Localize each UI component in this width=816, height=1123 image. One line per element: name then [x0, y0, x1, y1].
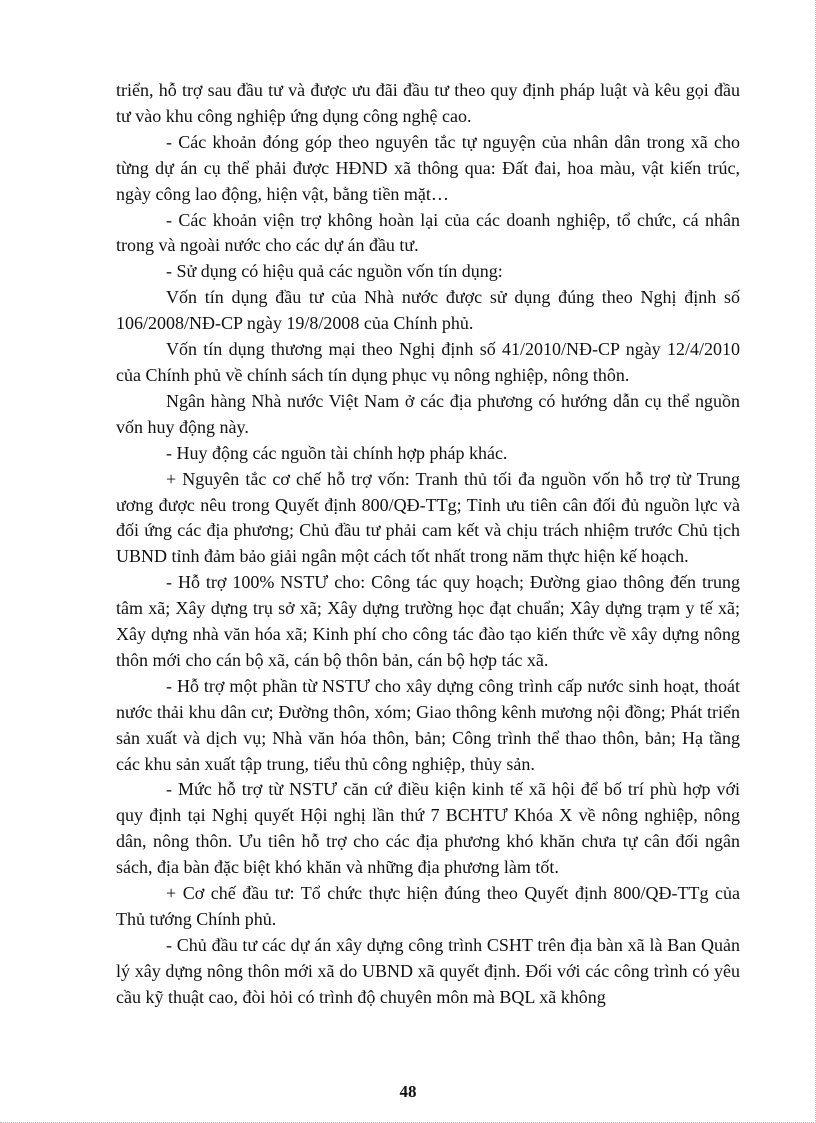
paragraph: + Nguyên tắc cơ chế hỗ trợ vốn: Tranh thủ tối đa nguồn vốn hỗ trợ từ Trung ương được nêu trong Quyết định 800/QĐ-TTg; Tỉnh ưu tiên cân đối đủ nguồn lực và đối ứng các địa phương; Chủ đầu tư phải cam kết và chịu trách nhiệm trước Chủ tịch UBND tỉnh đảm bảo giải ngân một cách tốt nhất trong năm thực hiện kế hoạch.: [116, 468, 740, 567]
paragraph: - Mức hỗ trợ từ NSTƯ căn cứ điều kiện kinh tế xã hội để bố trí phù hợp với quy định tại Nghị quyết Hội nghị lần thứ 7 BCHTƯ Khóa X về nông nghiệp, nông dân, nông thôn. Ưu tiên hỗ trợ cho các địa phương khó khăn chưa tự cân đối ngân sách, địa bàn đặc biệt khó khăn và những địa phương làm tốt.: [116, 779, 740, 878]
paragraph: - Các khoản viện trợ không hoàn lại của các doanh nghiệp, tổ chức, cá nhân trong và ngoài nước cho các dự án đầu tư.: [116, 209, 740, 256]
paragraph: - Chủ đầu tư các dự án xây dựng công trình CSHT trên địa bàn xã là Ban Quản lý xây dựng nông thôn mới xã do UBND xã quyết định. Đối với các công trình có yêu cầu kỹ thuật cao, đòi hỏi có trình độ chuyên môn mà BQL xã không: [116, 934, 740, 1007]
paragraph: - Các khoản đóng góp theo nguyên tắc tự nguyện của nhân dân trong xã cho từng dự án cụ thể phải được HĐND xã thông qua: Đất đai, hoa màu, vật kiến trúc, ngày công lao động, hiện vật, bằng tiền mặt…: [116, 131, 740, 204]
paragraph: - Hỗ trợ 100% NSTƯ cho: Công tác quy hoạch; Đường giao thông đến trung tâm xã; Xây dựng trụ sở xã; Xây dựng trường học đạt chuẩn; Xây dựng trạm y tế xã; Xây dựng nhà văn hóa xã; Kinh phí cho công tác đào tạo kiến thức về xây dựng nông thôn mới cho cán bộ xã, cán bộ thôn bản, cán bộ hợp tác xã.: [116, 572, 740, 670]
paragraph: Vốn tín dụng đầu tư của Nhà nước được sử dụng đúng theo Nghị định số 106/2008/NĐ-CP ngày 19/8/2008 của Chính phủ.: [116, 287, 740, 334]
paragraph: - Huy động các nguồn tài chính hợp pháp khác.: [166, 442, 508, 463]
document-body: [116, 78, 740, 1011]
paragraph: - Hỗ trợ một phần từ NSTƯ cho xây dựng công trình cấp nước sinh hoạt, thoát nước thải khu dân cư; Đường thôn, xóm; Giao thông kênh mương nội đồng; Phát triển sản xuất và dịch vụ; Nhà văn hóa thôn, bản; Công trình thể thao thôn, bản; Hạ tầng các khu sản xuất tập trung, tiểu thủ công nghiệp, thủy sản.: [116, 675, 740, 774]
paragraph: Ngân hàng Nhà nước Việt Nam ở các địa phương có hướng dẫn cụ thể nguồn vốn huy động này.: [116, 390, 740, 437]
paragraph: - Sử dụng có hiệu quả các nguồn vốn tín dụng:: [166, 261, 503, 282]
paragraph: triển, hỗ trợ sau đầu tư và được ưu đãi đầu tư theo quy định pháp luật và kêu gọi đầu tư vào khu công nghiệp ứng dụng công nghệ cao.: [116, 80, 740, 126]
page-number: 48: [399, 1082, 417, 1101]
paragraph: Vốn tín dụng thương mại theo Nghị định số 41/2010/NĐ-CP ngày 12/4/2010 của Chính phủ về chính sách tín dụng phục vụ nông nghiệp, nông thôn.: [116, 339, 740, 385]
paragraph: + Cơ chế đầu tư: Tổ chức thực hiện đúng theo Quyết định 800/QĐ-TTg của Thủ tướng Chính phủ.: [116, 883, 740, 929]
